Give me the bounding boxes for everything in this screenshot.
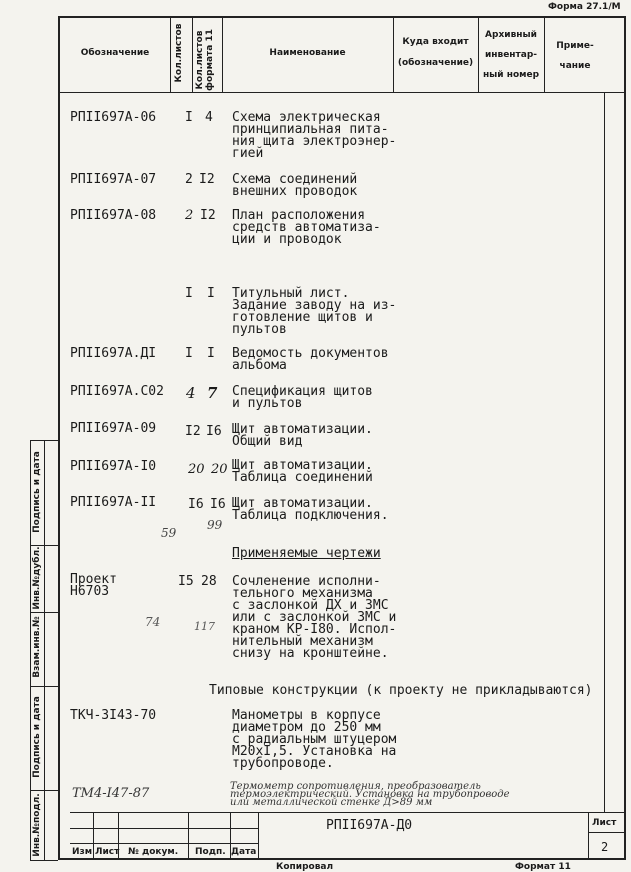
header-kol-listov: Кол.листов [174,23,184,83]
row-code: РПII697А-II [70,495,157,510]
right-col-line [604,92,605,812]
row-name: Термометр сопротивления, преобразователь термоэлектрический. Установка на трубопроводе или металлической стенке Д>89 мм [230,781,510,808]
margin-inner-line [44,440,45,860]
row-code: ТМ4-I47-87 [72,786,150,801]
row-sheets: I [185,286,193,301]
row-sheets: 20 [188,462,205,477]
format-label: Формат 11 [515,862,571,872]
row-sheets-format: 7 [207,384,218,402]
row-code: РПII697А-07 [70,172,157,187]
stamp-v5 [258,812,259,860]
sum-sheets: 59 [161,526,177,540]
row-name: Ведомость документов альбома [232,346,389,373]
stamp-v6 [588,812,589,860]
header-kol-listov-formata: Кол.листов формата 11 [195,29,215,91]
row-code: ТКЧ-3I43-70 [70,708,157,723]
stamp-list: Лист [95,847,120,857]
kopiroval-label: Копировал [276,862,334,872]
row-sheets-format: I2 [200,208,216,223]
row-sheets: I6 [188,497,204,512]
row-sheets: 2 [185,208,194,223]
stamp-n-dokum: № докум. [128,847,179,857]
row-code: РПII697А-09 [70,421,157,436]
row-name: Щит автоматизации. Общий вид [232,422,373,449]
row-name: План расположения средств автоматиза- ции и проводок [232,208,381,247]
row-sheets-format: 28 [201,574,217,589]
stamp-izm: Изм [72,847,93,857]
row-name: Схема электрическая принципиальная пита- ния щита электроэнер- гией [232,110,397,161]
margin-top-line [30,440,58,441]
stamp-podp: Подп. [195,847,226,857]
row-code: РПII697А-08 [70,208,157,223]
forma-label: Форма 27.1/М [548,2,621,12]
row-name: Сочленение исполни- тельного механизма с заслонкой ДХ и ЗМС или с заслонкой ЗМС и краном КР-I80. Испол- нительный механизм снизу на кронштейне. [232,574,397,661]
row-code: РПII697А.ДI [70,346,157,361]
section-title: Применяемые чертежи [232,546,381,561]
stamp-data: Дата [231,847,257,857]
sum-sheets-format: 99 [207,518,223,532]
stamp-list-number: 2 [601,840,609,854]
stamp-v1 [93,812,94,860]
row-sheets-format: 20 [211,462,228,477]
header-oboznachenie: Обозначение [80,48,150,58]
hdr-sep-2 [192,16,193,92]
row-sheets-format: I6 [206,424,222,439]
row-sheets: 2 [185,172,193,187]
margin-inv-dubl: Инв.№дубл. [32,546,42,610]
row-name: Спецификация щитов и пультов [232,384,373,411]
row-name: Щит автоматизации. Таблица подключения. [232,496,389,523]
row-name: Схема соединений внешних проводок [232,172,358,199]
project-hand-2: 117 [194,620,215,633]
row-sheets: I2 [185,424,201,439]
row-name: Манометры в корпусе диаметром до 250 мм с радиальным штуцером М20хI,5. Установка на трубопроводе. [232,708,397,771]
row-sheets: I [185,110,193,125]
row-code: РПII697А.С02 [70,384,164,399]
row-name: Титульный лист. Задание заводу на из- готовление щитов и пультов [232,286,397,337]
row-sheets: I5 [178,574,194,589]
margin-inv-podl: Инв.№подл. [32,793,42,857]
hdr-sep-1 [170,16,171,92]
header-bottom-line [58,92,626,93]
stamp-list-line [588,832,626,833]
stamp-top-line [70,812,626,813]
row-name: Щит автоматизации. Таблица соединений [232,458,373,485]
row-sheets-format: I2 [199,172,215,187]
row-sheets-format: I [207,286,215,301]
header-primechanie: Приме- чание [556,41,594,71]
row-sheets-format: I [207,346,215,361]
row-sheets-format: I6 [210,497,226,512]
row-code: РПII697А-I0 [70,459,157,474]
row-code: РПII697А-06 [70,110,157,125]
row-code: Проект Н6703 [70,572,117,599]
margin-vzam: Взам.инв.№ [32,616,42,678]
row-sheets-format: 4 [205,110,213,125]
row-sheets: 4 [186,384,196,402]
stamp-list-label: Лист [592,818,617,828]
header-kuda-vhodit: Куда входит (обозначение) [397,37,474,68]
project-hand-1: 74 [145,615,161,629]
row-sheets: I [185,346,193,361]
margin-outer-line [30,440,31,860]
stamp-doc-code: РПII697А-Д0 [326,818,413,833]
header-arhivny: Архивный инвентар- ный номер [482,30,540,80]
stamp-v3 [188,812,189,860]
margin-podpis-data-2: Подпись и дата [32,696,42,778]
header-naimenovanie: Наименование [269,48,346,58]
typovye-title: Типовые конструкции (к проекту не прикладываются) [209,683,593,698]
margin-podpis-data-1: Подпись и дата [32,451,42,533]
